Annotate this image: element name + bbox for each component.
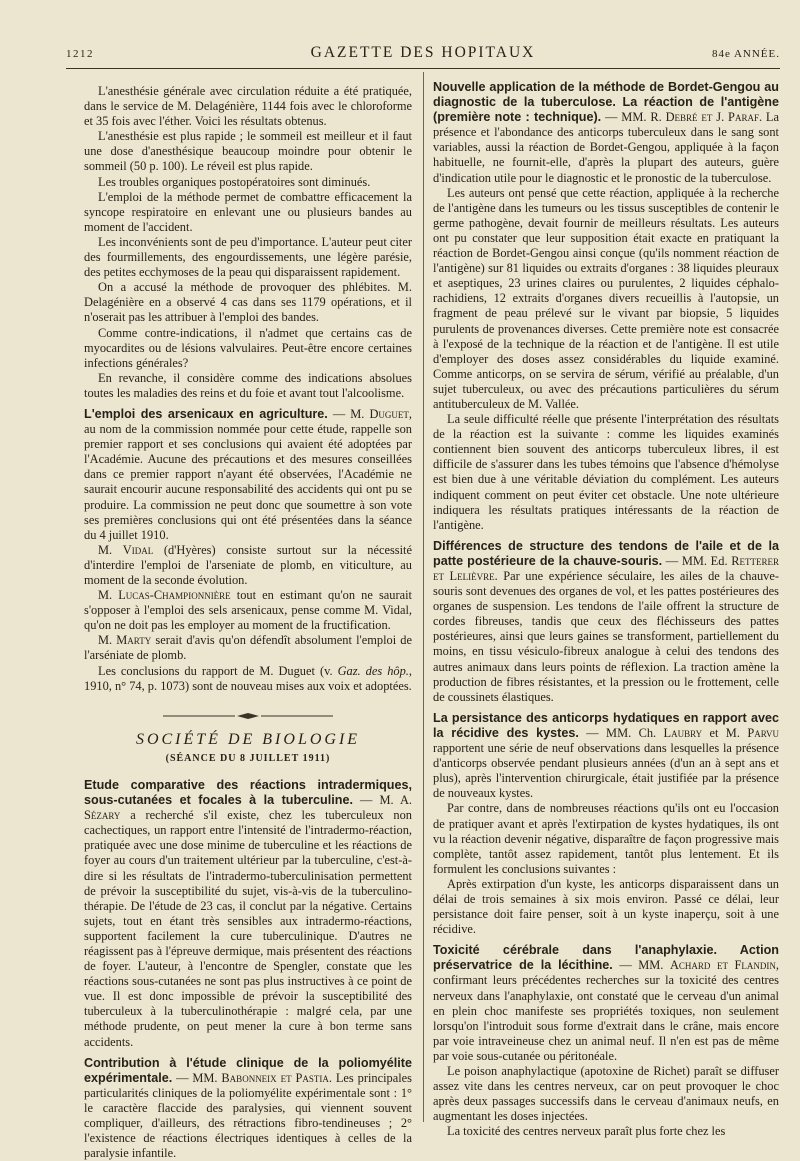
paragraph: Les auteurs ont pensé que cette réaction, appliquée à la recherche de l'antigène dans les tumeurs ou les tissus susceptibles de contenir le germe pathogène, devait fournir de meilleurs résultats. Les auteurs ont pu constater que leur supposition était exacte en pratiquant la réaction de Bordet-Gengou ainsi conçue (qu'ils nomment réaction de l'antigène) sur 81 liquides ou extraits d'organes : 38 liquides pleuraux et aseptiques, 23 urines claires ou purulentes, 2 liquides céphalo-rachidiens, 12 extraits d'organes divers recueillis à l'autopsie, un fragment de peau prélevé sur le vivant par biopsie, 5 liquides purulents de provenances diverses. Cette première note est consacrée à l'exposé de la technique de la réaction et de l'antigène. Il est utile d'employer des doses assez considérables du liquide examiné. Comme anticorps, on se servira de sérum, vérifié au préalable, d'un sujet tuberculeux, ou avec des précautions particulières du sérum antituberculeux de M. Vallée. [433,185,779,411]
article-title: Nouvelle application de la méthode de Bordet-Gengou au diagnostic de la tuberculose. La réaction de l'antigène (première note : technique). [433,80,779,125]
article-bordet-gengou: Nouvelle application de la méthode de Bordet-Gengou au diagnostic de la tuberculose. La réaction de l'antigène (première note : technique). — MM. R. Debré et J. Paraf. La présence et l'abondance des anticorps tuberculeux dans le sang sont variables, aussi la réaction de Bordet-Gengou, appliquée à la façon habituelle, ne fournit-elle, d'après la plupart des auteurs, guère d'indication utile pour le diagnostic et le pronostic de la tuberculose. Les auteurs ont pensé que cette réaction, appliquée à la recherche de l'antigène dans les tumeurs ou les tissus susceptibles de contenir le germe pathogène, devait fournir de meilleurs résultats. Les auteurs ont pu constater que leur supposition était exacte en pratiquant la réaction de Bordet-Gengou ainsi conçue (qu'ils nomment réaction de l'antigène) sur 81 liquides ou extraits d'organes : 38 liquides pleuraux et aseptiques, 23 urines claires ou purulentes, 2 liquides céphalo-rachidiens, 12 extraits d'organes divers recueillis à l'autopsie, un fragment de peau prélevé sur le vivant par biopsie, 5 liquides purulents de provenances diverses. Cette première note est consacrée à l'exposé de la technique de la réaction et de l'antigène. Il est utile d'employer des doses assez considérables du liquide examiné. Comme anticorps, on se servira de sérum, vérifié au préalable, d'un sujet tuberculeux, ou avec des précautions particulières du sérum antituberculeux de M. Vallée. La seule difficulté réelle que présente l'interprétation des résultats de la réaction est la suivante : comme les liquides examinés contiennent bien souvent des anticorps tuberculeux libres, il est difficile de s'assurer dans les tubes témoins que l'absence d'hémolyse est bien due à une véritable déviation du complément. Les auteurs indiquent comment on peut éviter cet obstacle. Une note ultérieure indiquera les résultats pratiques intéressants de la réaction de l'antigène. [433,80,779,532]
session-date: (SÉANCE DU 8 JUILLET 1911) [165,752,331,764]
author-name: Sézary [84,808,121,823]
paragraph: M. Vidal (d'Hyères) consiste surtout sur la nécessité d'interdire l'emploi de l'arseniate de plomb, en viticulture, au moment de la seconde évolution. [84,542,412,587]
author-name: Parvu [747,725,779,740]
ornament-separator [84,712,412,720]
author-name: Laubry [663,725,703,740]
article-poliomyelite: Contribution à l'étude clinique de la poliomyélite expérimentale. — MM. Babonneix et Pastia. Les principales particularités cliniques de la poliomyélite expérimentale sont : 1° le caractère flaccide des paralysies, qui viennent souvent compliquer, d'ailleurs, des rétractions fibro-tendineuses ; 2° l'existence de réactions électriques identiques à celles de la paralysie infantile. [84,1055,412,1161]
page-number: 1212 [66,48,94,60]
left-column [84,84,412,1161]
paragraph: La toxicité des centres nerveux paraît plus forte chez les [447,1124,726,1139]
article-tuberculine: Etude comparative des réactions intradermiques, sous-cutanées et focales à la tuberculine. — M. A. Sézary a recherché s'il existe, chez les tuberculeux non cachectiques, un rapport entre l'intensité de l'intradermo-réaction, pratiquée avec une dose minime de tuberculine et les réactions de foyer au cours d'un traitement ultérieur par la tuberculine, c'est-à-dire si les résultats de l'intradermo-tuberculinisation permettent de prévoir la susceptibilité du sujet, vis-à-vis de la tuberculino-thérapie. De l'étude de 23 cas, il conclut par la négative. Certains sujets, tout en étant très sensibles aux intradermo-réactions, supportent facilement la cure tuberculinique. D'autres ne réagissent pas à l'épreuve dermique, mais présentent des réactions de foyer. L'auteur, à l'encontre de Spengler, constate que les réactions sous-cutanées ne sont pas plus instructives à ce point de vue. Il est donc impossible de prévoir la susceptibilité des tuberculeux à la tuberculinothérapie : malgré cela, par une méthode prudente, on peut mener la cure à bon terme sans accidents. [84,777,412,1049]
article-title: La persistance des anticorps hydatiques en rapport avec la récidive des kystes. [433,710,779,740]
paragraph: M. Marty serait d'avis qu'on défendît absolument l'emploi de l'arséniate de plomb. [84,633,412,663]
year-label: 84e ANNÉE. [711,48,780,60]
article-title: Toxicité cérébrale dans l'anaphylaxie. Action préservatrice de la lécithine. [433,943,779,973]
author-name: Duguet [369,406,409,421]
paragraph: Les troubles organiques postopératoires sont diminués. [98,174,371,189]
paragraph: La seule difficulté réelle que présente l'interprétation des résultats de la réaction est la suivante : comme les liquides examinés contiennent bien souvent des anticorps tuberculeux libres, il est difficile de s'assurer dans les tubes témoins que l'absence d'hémolyse est bien due à une véritable déviation du complément. Les auteurs indiquent comment on peut éviter cet obstacle. Une note ultérieure indiquera les résultats pratiques intéressants de la réaction de l'antigène. [433,412,779,532]
paragraph: En revanche, il considère comme des indications absolues toutes les maladies des reins et du foie et avant tout l'alcoolisme. [84,370,412,400]
paragraph: L'emploi de la méthode permet de combattre efficacement la syncope respiratoire en enlevant une ou plusieurs bandes au moment de l'accident. [84,189,412,234]
paragraph: Les inconvénients sont de peu d'importance. L'auteur peut citer des fourmillements, des engourdissements, une légère parésie, des petites ecchymoses de la peau qui disparaissent rapidement. [84,234,412,280]
article-anaphylaxie: Toxicité cérébrale dans l'anaphylaxie. Action préservatrice de la lécithine. — MM. Achard et Flandin, confirmant leurs précédentes recherches sur la toxicité des centres nerveux dans l'anaphylaxie, ont constaté que le cerveau d'un animal en plein choc manifeste ses propriétés toxiques, non seulement lorsqu'on l'introduit sous forme d'extrait dans le crâne, mais encore par voie intraveineuse chez un animal neuf. Il n'en est pas de même par voie sous-cutanée ou péritonéale. Le poison anaphylactique (apotoxine de Richet) paraît se diffuser assez vite dans les centres nerveux, car on peut provoquer le choc après deux passages successifs dans le cerveau d'animaux neufs, en augmentant les doses injectées. La toxicité des centres nerveux paraît plus forte chez les [433,943,779,1139]
article-title: Différences de structure des tendons de l'aile et de la patte postérieure de la chauve-souris. [433,538,779,568]
column-divider [423,72,424,1122]
paragraph: Par contre, dans de nombreuses réactions qu'ils ont eu l'occasion de pratiquer avant et après l'extirpation de kystes hydatiques, ils ont vu la réaction devenir négative, disparaître de façon progressive mais complète, tantôt assez rapidement, tantôt plus lentement. Et ils formulent les conclusions suivantes : [433,801,779,876]
journal-title: GAZETTE DES HOPITAUX [310,44,536,61]
author-name: Achard et Flandin [669,958,776,973]
right-column [433,80,779,1139]
article-chauve-souris: Différences de structure des tendons de l'aile et de la patte postérieure de la chauve-souris. — MM. Ed. Retterer et Lelièvre. Par une expérience séculaire, les ailes de la chauve-souris sont devenues des organes de vol, et les pattes postérieures des organes de suspension. Les tendons de l'aile offrent la structure de cordes fibreuses, tandis que ceux des fléchisseurs des pattes postérieures, ainsi que leurs gaines se transforment, partiellement du moins, en tissu vésiculo-fibreux analogue à celui des tendons des autres animaux dans leurs points de réflexion. La traction amène la production de fibres résistantes, et la pression ou le frottement, celle de coussinets élastiques. [433,538,779,704]
article-title: Etude comparative des réactions intradermiques, sous-cutanées et focales à la tuberculine. [84,777,412,808]
paragraph: L'anesthésie est plus rapide ; le sommeil est meilleur et il faut une dose d'anesthésique beaucoup moindre pour obtenir le sommeil (50 p. 100). Le réveil est plus rapide. [84,129,412,174]
paragraph: On a accusé la méthode de provoquer des phlébites. M. Delagénière en a observé 4 cas dans ses 1179 opérations, et il n'oserait pas les attribuer à l'emploi des bandes. [84,280,412,325]
paragraph: Le poison anaphylactique (apotoxine de Richet) paraît se diffuser assez vite dans les centres nerveux, car on peut provoquer le choc après deux passages successifs dans le cerveau d'animaux neufs, en augmentant les doses injectées. [433,1064,779,1124]
paragraph: Après extirpation d'un kyste, les anticorps disparaissent dans un délai de trois semaines à six mois environ. Passé ce délai, leur persistance doit faire penser, soit à un kyste inaperçu, soit à une récidive. [433,876,779,937]
article-kystes: La persistance des anticorps hydatiques en rapport avec la récidive des kystes. — MM. Ch. Laubry et M. Parvu rapportent une série de neuf observations dans lesquelles la présence d'anticorps observée pendant plusieurs années (d'un an à sept ans et plus), après l'intervention chirurgicale, était justifiée par la présence de nouveaux kystes. Par contre, dans de nombreuses réactions qu'ils ont eu l'occasion de pratiquer avant et après l'extirpation de kystes hydatiques, ils ont vu la réaction devenir négative, disparaître de façon progressive mais complète, tantôt assez rapidement, tantôt plus lentement. Et ils formulent les conclusions suivantes : Après extirpation d'un kyste, les anticorps disparaissent dans un délai de trois semaines à six mois environ. Passé ce délai, leur persistance doit faire penser, soit à un kyste inaperçu, soit à une récidive. [433,710,779,937]
article-arsenicaux: L'emploi des arsenicaux en agriculture. — M. Duguet, au nom de la commission nommée pour cette étude, rappelle son premier rapport et ses conclusions qui avaient été adoptées par l'Académie. Aucune des précautions et des mesures conseillées dans ce premier rapport n'ayant été observées, l'Académie ne saurait encourir aucune responsabilité des accidents qui ont pu se produire. La commission ne peut donc que soumettre à son vote ses premières conclusions qui ont été présentées dans la séance du 4 juillet 1910. M. Vidal (d'Hyères) consiste surtout sur la nécessité d'interdire l'emploi de l'arseniate de plomb, en viticulture, au moment de la seconde évolution. M. Lucas-Championnière tout en estimant qu'on ne saurait s'opposer à l'emploi des sels arsenicaux, pense comme M. Vidal, qu'on ne doit pas les employer au moment de la fructification. M. Marty serait d'avis qu'on défendît absolument l'emploi de l'arséniate de plomb. Les conclusions du rapport de M. Duguet (v. Gaz. des hôp., 1910, n° 74, p. 1073) sont de nouveau mises aux voix et adoptées. [84,406,412,693]
paragraph: M. Lucas-Championnière tout en estimant qu'on ne saurait s'opposer à l'emploi des sels arsenicaux, pense comme M. Vidal, qu'on ne doit pas les employer au moment de la fructification. [84,588,412,633]
section-title: SOCIÉTÉ DE BIOLOGIE [135,730,361,748]
page-header [66,44,780,64]
author-name: Babonneix et Pastia [221,1070,329,1085]
paragraph: L'anesthésie générale avec circulation réduite a été pratiquée, dans le service de M. Delagénière, 1144 fois avec le chloroforme et 35 fois avec l'éther. Voici les résultats obtenus. [84,84,412,129]
article-title: L'emploi des arsenicaux en agriculture. [84,406,328,421]
author-name: R. Debré et J. Paraf [650,110,759,125]
author-name: Retterer et Lelièvre [433,553,779,583]
paragraph: Comme contre-indications, il n'admet que certains cas de myocardites ou de lésions valvulaires. Peut-être encore certaines infections générales? [84,325,412,370]
paragraph: Les conclusions du rapport de M. Duguet (v. Gaz. des hôp., 1910, n° 74, p. 1073) sont de nouveau mises aux voix et adoptées. [84,663,412,693]
article-title: Contribution à l'étude clinique de la poliomyélite expérimentale. [84,1055,412,1085]
header-rule [66,68,780,69]
